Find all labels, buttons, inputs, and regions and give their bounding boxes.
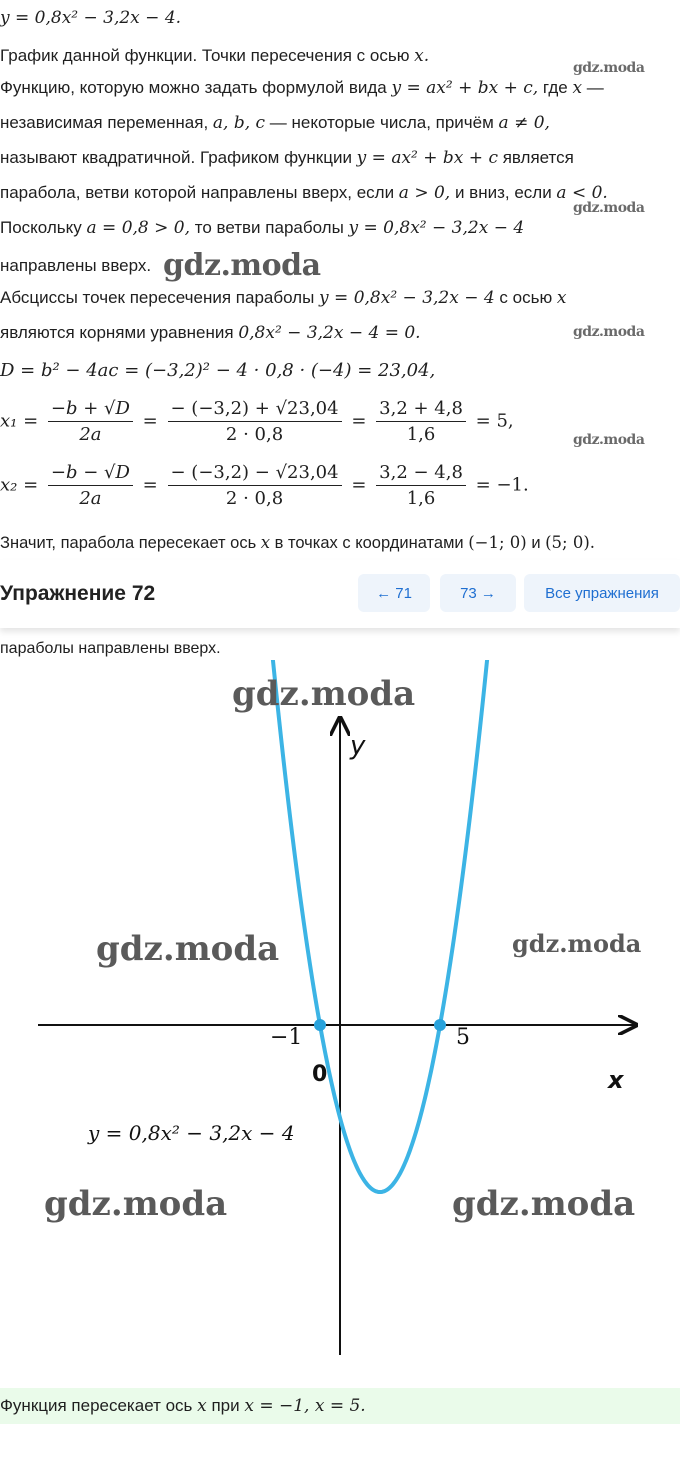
answer-var: x <box>197 1396 207 1416</box>
intersection-point-neg1 <box>314 1019 326 1031</box>
point-1: (−1; 0) <box>468 533 527 552</box>
tick-label-5: 5 <box>456 1025 470 1050</box>
def-line-6: направлены вверх. <box>0 256 152 275</box>
frac-num: −b + √D <box>48 398 133 422</box>
watermark: gdz.moda <box>44 1184 228 1224</box>
x2-frac2 <box>168 462 342 509</box>
def-text: — <box>582 78 604 97</box>
def-line-3 <box>0 148 574 168</box>
frac-num: 3,2 + 4,8 <box>376 398 466 422</box>
partial-line: параболы направлены вверх. <box>0 640 221 657</box>
x2-frac3 <box>376 462 466 509</box>
frac-num: −b − √D <box>48 462 133 486</box>
y-axis-label: y <box>350 731 366 761</box>
answer-text <box>0 1396 366 1416</box>
frac-num: − (−3,2) − √23,04 <box>168 462 342 486</box>
intersection-point-5 <box>434 1019 446 1031</box>
x2-result: = −1. <box>475 474 529 496</box>
watermark: gdz.moda <box>452 1184 636 1224</box>
answer-part: при <box>206 1396 245 1415</box>
def-text: независимая переменная, <box>0 113 213 132</box>
roots-text: Абсциссы точек пересечения параболы <box>0 288 320 307</box>
watermark: gdz.moda <box>573 324 645 340</box>
x1-lhs: x₁ = <box>0 410 39 432</box>
def-var: x <box>572 78 583 98</box>
answer-bar <box>0 1388 680 1424</box>
def-text: парабола, ветви которой направлены вверх, если <box>0 183 399 202</box>
def-formula: y = ax² + bx + c <box>356 148 498 168</box>
x1-formula <box>0 398 514 445</box>
watermark: gdz.moda <box>163 248 321 283</box>
def-formula: y = 0,8x² − 3,2x − 4 <box>348 218 525 238</box>
equals: = <box>351 410 367 432</box>
frac-den: 2 · 0,8 <box>225 424 284 445</box>
def-cond: a < 0. <box>556 183 608 203</box>
watermark: gdz.moda <box>96 929 280 969</box>
frac-num: 3,2 − 4,8 <box>376 462 466 486</box>
def-text: где <box>538 78 573 97</box>
frac-den: 1,6 <box>406 488 436 509</box>
point-2: (5; 0). <box>545 533 596 552</box>
def-line-1 <box>0 78 604 98</box>
frac-den: 2 · 0,8 <box>225 488 284 509</box>
x2-lhs: x₂ = <box>0 474 39 496</box>
parabola-graph <box>0 660 680 1400</box>
def-cond: a > 0, <box>398 183 451 203</box>
watermark: gdz.moda <box>232 674 416 714</box>
watermark: gdz.moda <box>573 432 645 448</box>
origin-label: 0 <box>312 1062 328 1087</box>
def-line-4 <box>0 183 608 203</box>
x1-frac2 <box>168 398 342 445</box>
concl-var: x <box>260 533 271 552</box>
watermark: gdz.moda <box>573 200 645 216</box>
exercise-header <box>0 560 680 628</box>
prev-exercise-button[interactable]: ← 71 <box>358 574 430 612</box>
frac-den: 1,6 <box>406 424 436 445</box>
roots-formula: y = 0,8x² − 3,2x − 4 <box>319 288 495 308</box>
x2-frac1 <box>48 462 133 509</box>
def-text: — некоторые числа, причём <box>265 113 499 132</box>
def-formula: y = ax² + bx + c, <box>391 78 539 98</box>
next-exercise-button[interactable]: 73 → <box>440 574 516 612</box>
def-text: Функцию, которую можно задать формулой вида <box>0 78 392 97</box>
roots-var: x <box>556 288 567 308</box>
def-cond: a ≠ 0, <box>498 113 550 133</box>
x1-frac1 <box>48 398 133 445</box>
def-line-2 <box>0 113 550 133</box>
frac-num: − (−3,2) + √23,04 <box>168 398 342 422</box>
def-line-5 <box>0 218 524 238</box>
tick-label-neg1: −1 <box>270 1025 303 1050</box>
parabola-curve <box>271 660 489 1192</box>
equals: = <box>142 474 158 496</box>
roots-text: являются корнями уравнения <box>0 323 239 342</box>
def-cond: a = 0,8 > 0, <box>86 218 191 238</box>
concl-text: и <box>526 534 546 552</box>
x1-result: = 5, <box>475 410 514 432</box>
equals: = <box>351 474 367 496</box>
exercise-title: Упражнение 72 <box>0 582 156 605</box>
answer-values: x = −1, x = 5. <box>244 1396 366 1416</box>
roots-equation: 0,8x² − 3,2x − 4 = 0. <box>238 323 421 343</box>
frac-den: 2a <box>79 424 102 445</box>
def-text: то ветви параболы <box>190 218 349 237</box>
x1-frac3 <box>376 398 466 445</box>
x2-formula <box>0 462 529 509</box>
concl-text: Значит, парабола пересекает ось <box>0 534 261 552</box>
caption-var: x. <box>414 46 430 66</box>
watermark: gdz.moda <box>512 929 642 958</box>
x-axis-label: x <box>608 1066 624 1094</box>
caption-text: График данной функции. Точки пересечения с осью <box>0 46 415 65</box>
def-text: Поскольку <box>0 218 87 237</box>
answer-part: Функция пересекает ось <box>0 1396 198 1415</box>
def-text: является <box>497 148 574 167</box>
def-text: и вниз, если <box>450 183 557 202</box>
roots-line-2 <box>0 323 421 343</box>
roots-line-1 <box>0 288 567 308</box>
function-line: y = 0,8x² − 3,2x − 4. <box>0 8 182 28</box>
concl-text: в точках с координатами <box>270 534 469 552</box>
graph-caption <box>0 46 429 66</box>
roots-text: с осью <box>494 288 557 307</box>
frac-den: 2a <box>79 488 102 509</box>
def-vars: a, b, c <box>212 113 266 133</box>
all-exercises-button[interactable]: Все упражнения <box>524 574 680 612</box>
def-text: называют квадратичной. Графиком функции <box>0 148 357 167</box>
equals: = <box>142 410 158 432</box>
conclusion <box>0 533 595 553</box>
graph-formula: y = 0,8x² − 3,2x − 4 <box>88 1121 295 1145</box>
watermark: gdz.moda <box>573 60 645 76</box>
discriminant: D = b² − 4ac = (−3,2)² − 4 · 0,8 · (−4) = 23,04, <box>0 360 436 381</box>
